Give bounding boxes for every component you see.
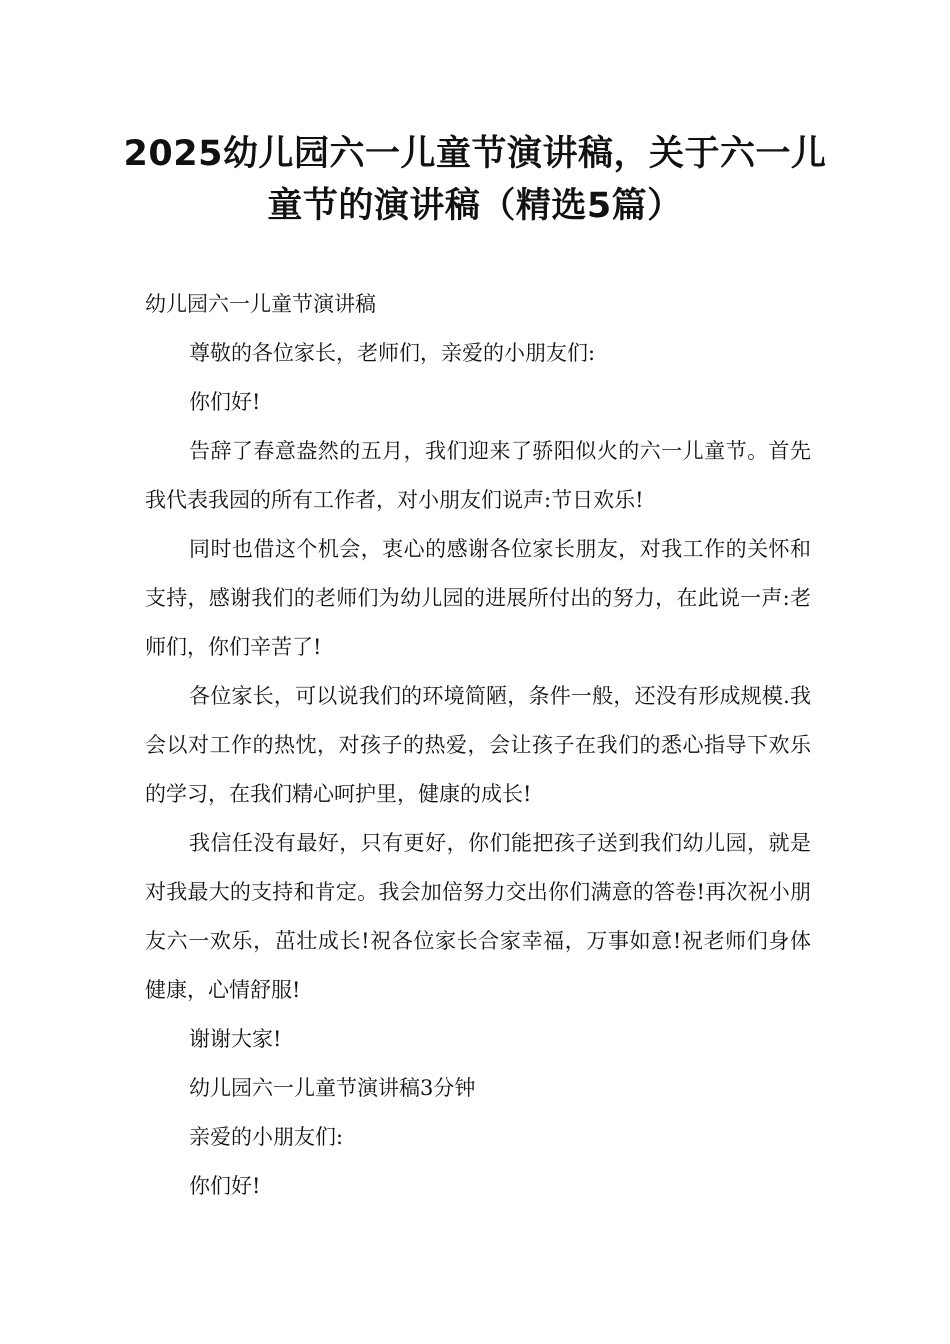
body-paragraph: 各位家长，可以说我们的环境简陋，条件一般，还没有形成规模.我会以对工作的热忱，对孩子的热爱，会让孩子在我们的悉心指导下欢乐的学习，在我们精心呵护里，健康的成长!	[145, 684, 811, 806]
body-paragraph: 你们好!	[189, 1174, 261, 1198]
body-paragraph: 亲爱的小朋友们:	[189, 1125, 344, 1149]
document-body	[145, 280, 811, 1211]
section-heading: 幼儿园六一儿童节演讲稿	[145, 292, 376, 316]
body-paragraph: 你们好!	[189, 390, 261, 414]
body-paragraph: 同时也借这个机会，衷心的感谢各位家长朋友，对我工作的关怀和支持，感谢我们的老师们为幼儿园的进展所付出的努力，在此说一声:老师们，你们辛苦了!	[145, 537, 811, 659]
document-title: 2025幼儿园六一儿童节演讲稿，关于六一儿童节的演讲稿（精选5篇）	[123, 134, 827, 226]
body-paragraph: 尊敬的各位家长，老师们，亲爱的小朋友们:	[189, 341, 596, 365]
body-paragraph: 谢谢大家!	[189, 1027, 282, 1051]
body-paragraph: 幼儿园六一儿童节演讲稿3分钟	[189, 1076, 476, 1100]
body-paragraph: 告辞了春意盎然的五月，我们迎来了骄阳似火的六一儿童节。首先我代表我园的所有工作者，对小朋友们说声:节日欢乐!	[145, 439, 811, 512]
body-paragraph: 我信任没有最好，只有更好，你们能把孩子送到我们幼儿园，就是对我最大的支持和肯定。我会加倍努力交出你们满意的答卷!再次祝小朋友六一欢乐，茁壮成长!祝各位家长合家幸福，万事如意!祝老师们身体健康，心情舒服!	[145, 831, 811, 1002]
